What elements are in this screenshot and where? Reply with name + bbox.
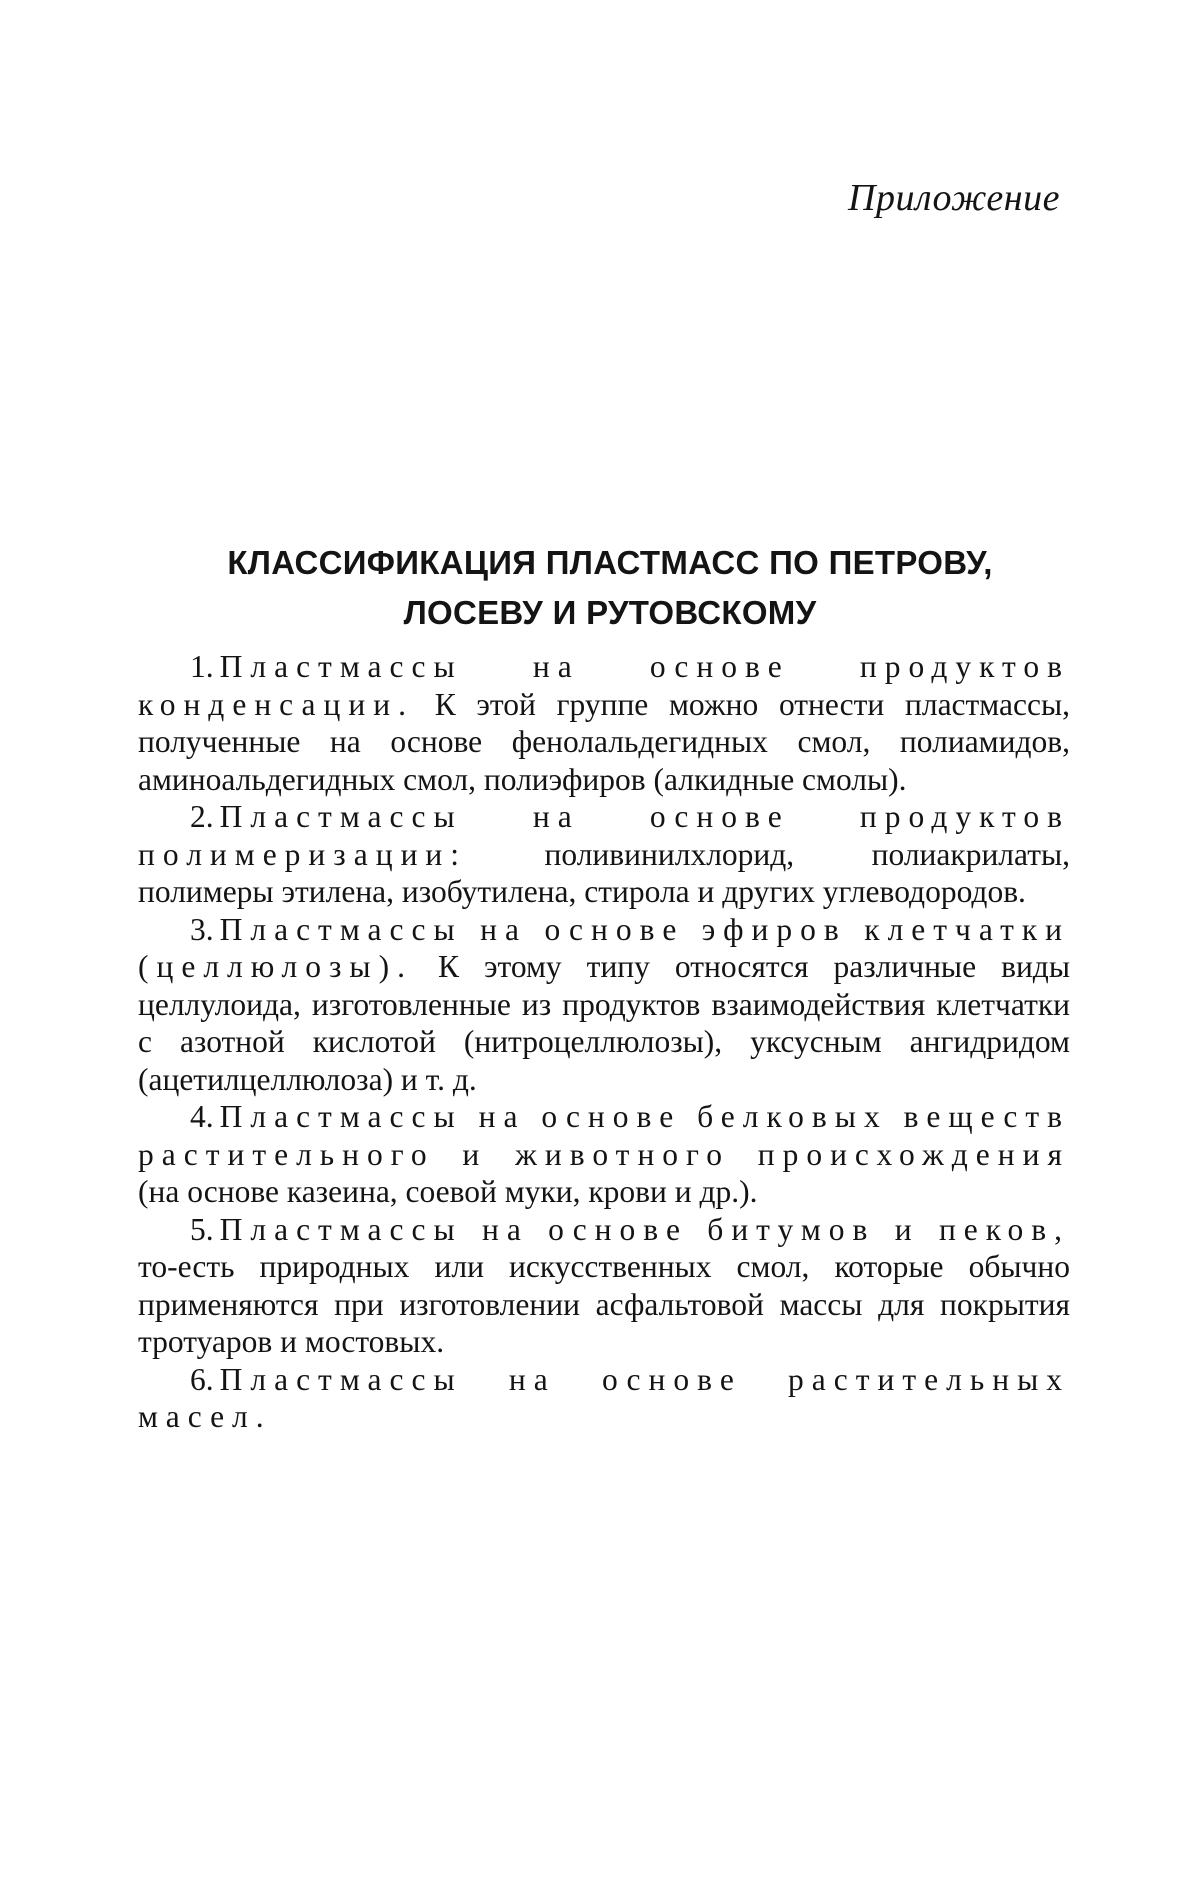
item-heading: Пластмассы на основе эфиров клетчатки (целлюлозы). (138, 911, 1070, 984)
appendix-label: Приложение (848, 177, 1060, 219)
list-item-3 (138, 911, 1070, 1099)
item-heading: Пластмассы на основе битумов и пеков, (219, 1211, 1070, 1247)
item-text: К этому типу относятся различные виды целлулоида, изготовленные из продуктов взаимодействия клетчатки с азотной кислотой (нитроцеллюлозы), уксусным ангидридом (ацетилцеллюлоза) и т. д. (138, 949, 1071, 1097)
item-number: 3. (190, 911, 214, 947)
item-number: 4. (190, 1099, 214, 1134)
title-line-1: КЛАССИФИКАЦИЯ ПЛАСТМАСС ПО ПЕТРОВУ, (227, 544, 993, 581)
item-text: (на основе казеина, соевой муки, крови и др.). (138, 1174, 758, 1209)
item-text: К этой группе можно отнести пластмассы, полученные на основе фенолальдегидных смол, полиамидов, аминоальдегидных смол, полиэфиров (алкидные смолы). (138, 686, 1070, 797)
item-text: поливинилхлорид, полиакрилаты, полимеры этилена, изобутилена, стирола и других углеводородов. (138, 836, 1070, 909)
item-heading: Пластмассы на основе белковых веществ растительного и животного происхождения (138, 1099, 1070, 1172)
list-item-5 (138, 1211, 1070, 1361)
list-item-2 (138, 798, 1070, 911)
item-number: 5. (190, 1211, 214, 1247)
item-number: 6. (190, 1361, 214, 1397)
item-number: 2. (190, 799, 214, 834)
item-heading: Пластмассы на основе продуктов конденсации. (138, 649, 1070, 722)
item-heading: Пластмассы на основе растительных масел. (138, 1361, 1070, 1434)
list-item-6 (138, 1361, 1070, 1436)
classification-list (138, 648, 1070, 1436)
item-text: то-есть природных или искусственных смол, которые обычно применяются при изготовлении асфальтовой массы для покрытия тротуаров и мостовых. (138, 1249, 1070, 1359)
item-number: 1. (190, 649, 214, 684)
title-line-2: ЛОСЕВУ И РУТОВСКОМУ (403, 594, 817, 631)
list-item-4 (138, 1098, 1070, 1211)
list-item-1 (138, 648, 1070, 798)
item-heading: Пластмассы на основе продуктов полимеризации: (138, 799, 1070, 872)
page-title (160, 538, 1060, 638)
